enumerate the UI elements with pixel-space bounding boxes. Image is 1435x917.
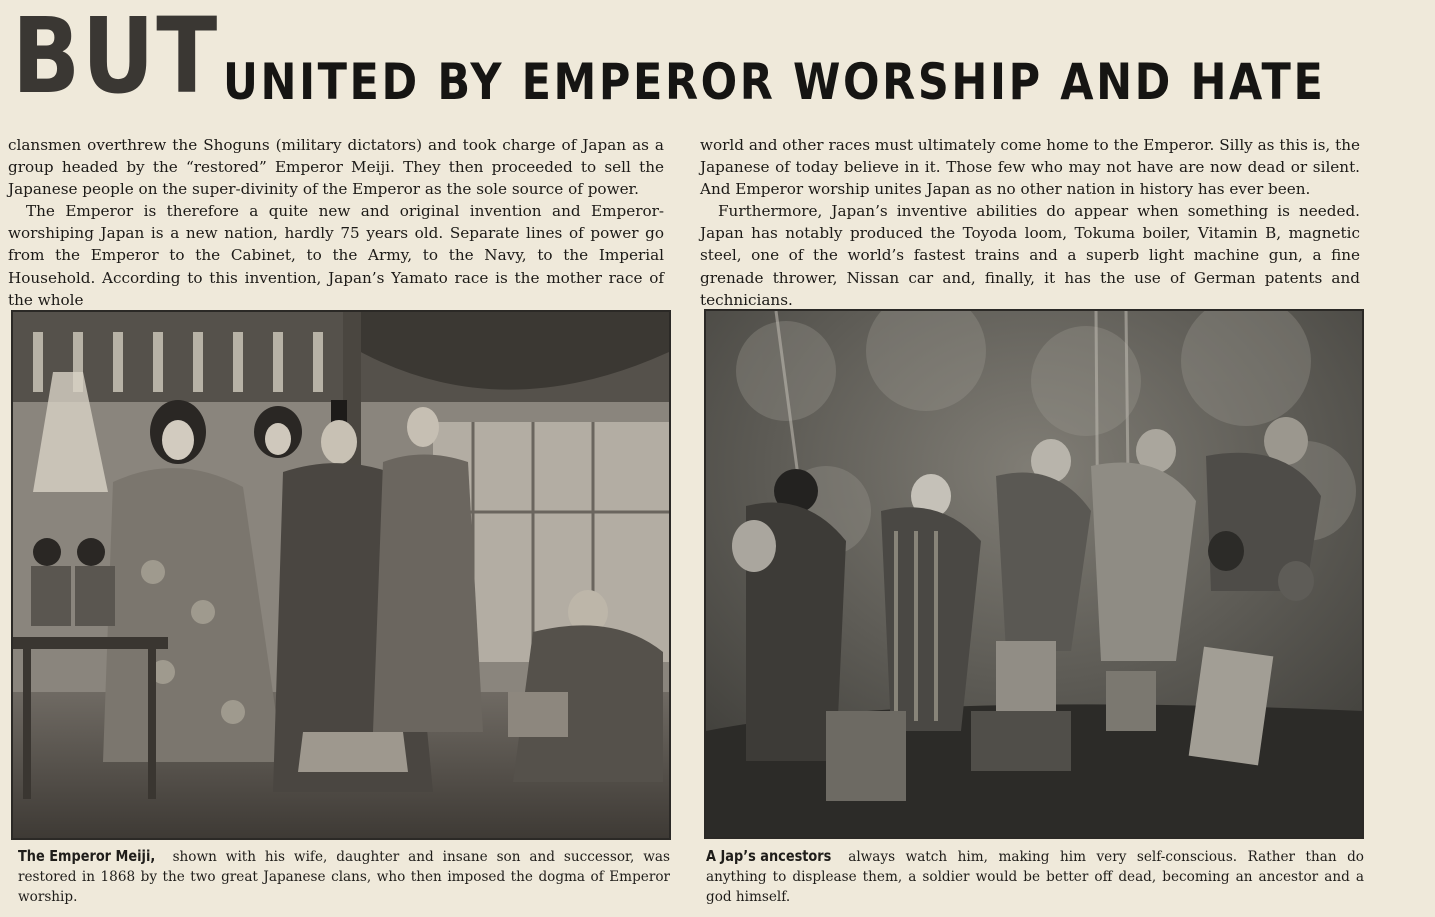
article-paragraph: The Emperor is therefore a quite new and original invention and Emperor-worshiping Japan is a new nation, hardly 75 years old. Separate lines of power go from the Emperor to the Cabinet, to the Army, to the Navy, to the Imperial Household. According to this invention, Japan’s Yamato race is the mother race of the whole: [8, 202, 664, 309]
headline-title: UNITED BY EMPEROR WORSHIP AND HATE: [223, 53, 1326, 111]
caption-text: always watch him, making him very self-conscious. Rather than do anything to displease them, a soldier would be better off dead, becoming an ancestor and a god himself.: [706, 849, 1364, 905]
article-column-left: [8, 134, 664, 311]
article-paragraph: world and other races must ultimately come home to the Emperor. Silly as this is, the Japanese of today believe in it. Those few who may not have are now dead or silent. And Emperor worship unites Japan as no other nation in history has ever been.: [700, 136, 1360, 199]
photo-ancestors-illustration: [706, 311, 1362, 837]
photo-emperor-meiji-illustration: [13, 312, 669, 838]
headline-big-word: BUT: [12, 0, 219, 117]
photo-emperor-meiji: [11, 310, 671, 840]
caption-text: shown with his wife, daughter and insane son and successor, was restored in 1868 by the two great Japanese clans, who then imposed the dogma of Emperor worship.: [18, 849, 671, 905]
photo-caption-right: [706, 846, 1364, 907]
photo-caption-left: [18, 846, 670, 907]
caption-lead: A Jap’s ancestors: [706, 847, 832, 865]
headline: [6, 0, 1426, 117]
article-paragraph: clansmen overthrew the Shoguns (military dictators) and took charge of Japan as a group headed by the “restored” Emperor Meiji. They then proceeded to sell the Japanese people on the super-divinity of the Emperor as the sole source of power.: [8, 136, 664, 199]
photo-ancestors: [704, 309, 1364, 839]
article-paragraph: Furthermore, Japan’s inventive abilities do appear when something is needed. Japan has notably produced the Toyoda loom, Tokuma boiler, Vitamin B, magnetic steel, one of the world’s fastest trains and a superb light machine gun, a fine grenade thrower, Nissan car and, finally, it has the use of German patents and technicians.: [700, 202, 1360, 309]
article-column-right: [700, 134, 1360, 311]
caption-lead: The Emperor Meiji,: [18, 847, 156, 865]
